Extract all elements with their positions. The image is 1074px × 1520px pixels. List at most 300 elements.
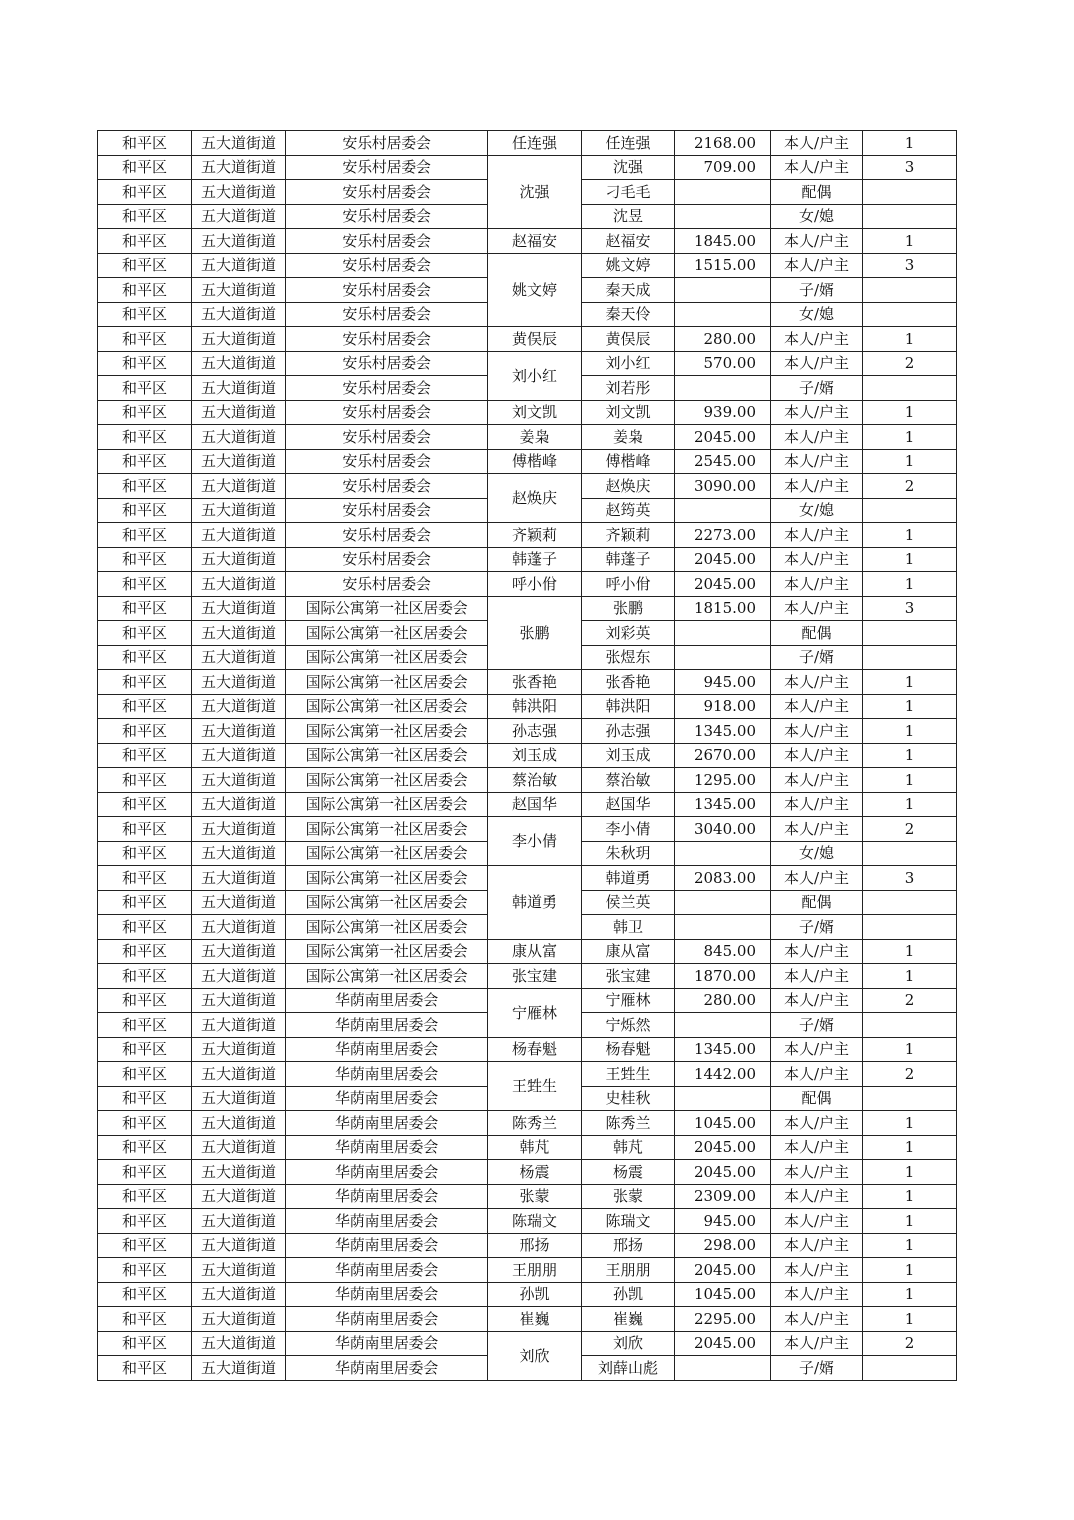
member-count-cell: 1 bbox=[863, 1233, 957, 1258]
member-name-cell: 韩卫 bbox=[582, 915, 675, 940]
member-count-cell bbox=[863, 1086, 957, 1111]
community-cell: 安乐村居委会 bbox=[286, 351, 488, 376]
relation-cell: 本人/户主 bbox=[771, 866, 863, 891]
relation-cell: 本人/户主 bbox=[771, 1331, 863, 1356]
relation-cell: 本人/户主 bbox=[771, 131, 863, 156]
amount-cell: 298.00 bbox=[675, 1233, 771, 1258]
community-cell: 安乐村居委会 bbox=[286, 449, 488, 474]
relation-cell: 女/媳 bbox=[771, 498, 863, 523]
household-head-cell: 刘玉成 bbox=[488, 743, 582, 768]
district-cell: 和平区 bbox=[98, 645, 192, 670]
member-name-cell: 赵福安 bbox=[582, 229, 675, 254]
table-row bbox=[98, 1282, 957, 1307]
amount-cell bbox=[675, 180, 771, 205]
community-cell: 国际公寓第一社区居委会 bbox=[286, 817, 488, 842]
member-count-cell: 1 bbox=[863, 327, 957, 352]
relation-cell: 女/媳 bbox=[771, 204, 863, 229]
member-name-cell: 齐颖莉 bbox=[582, 523, 675, 548]
household-head-cell: 姜枭 bbox=[488, 425, 582, 450]
relation-cell: 本人/户主 bbox=[771, 1037, 863, 1062]
amount-cell: 1845.00 bbox=[675, 229, 771, 254]
member-name-cell: 刘薛山彪 bbox=[582, 1356, 675, 1381]
street-cell: 五大道街道 bbox=[192, 596, 286, 621]
street-cell: 五大道街道 bbox=[192, 1111, 286, 1136]
relation-cell: 本人/户主 bbox=[771, 1233, 863, 1258]
street-cell: 五大道街道 bbox=[192, 939, 286, 964]
street-cell: 五大道街道 bbox=[192, 572, 286, 597]
table-row bbox=[98, 327, 957, 352]
table-row bbox=[98, 988, 957, 1013]
member-name-cell: 侯兰英 bbox=[582, 890, 675, 915]
street-cell: 五大道街道 bbox=[192, 1356, 286, 1381]
amount-cell bbox=[675, 915, 771, 940]
table-row bbox=[98, 670, 957, 695]
district-cell: 和平区 bbox=[98, 278, 192, 303]
amount-cell: 2045.00 bbox=[675, 1135, 771, 1160]
member-count-cell bbox=[863, 498, 957, 523]
member-count-cell: 1 bbox=[863, 523, 957, 548]
member-count-cell: 1 bbox=[863, 1282, 957, 1307]
community-cell: 安乐村居委会 bbox=[286, 523, 488, 548]
amount-cell: 2045.00 bbox=[675, 1258, 771, 1283]
household-head-cell: 赵焕庆 bbox=[488, 474, 582, 523]
household-head-cell: 王朋朋 bbox=[488, 1258, 582, 1283]
member-name-cell: 刁毛毛 bbox=[582, 180, 675, 205]
member-name-cell: 刘若彤 bbox=[582, 376, 675, 401]
household-head-cell: 崔巍 bbox=[488, 1307, 582, 1332]
amount-cell: 1295.00 bbox=[675, 768, 771, 793]
amount-cell bbox=[675, 302, 771, 327]
member-count-cell bbox=[863, 621, 957, 646]
household-head-cell: 傅楷峰 bbox=[488, 449, 582, 474]
member-name-cell: 陈瑞文 bbox=[582, 1209, 675, 1234]
community-cell: 安乐村居委会 bbox=[286, 425, 488, 450]
amount-cell bbox=[675, 204, 771, 229]
community-cell: 华荫南里居委会 bbox=[286, 1037, 488, 1062]
amount-cell: 2545.00 bbox=[675, 449, 771, 474]
community-cell: 华荫南里居委会 bbox=[286, 1111, 488, 1136]
district-cell: 和平区 bbox=[98, 694, 192, 719]
table-row bbox=[98, 449, 957, 474]
district-cell: 和平区 bbox=[98, 155, 192, 180]
district-cell: 和平区 bbox=[98, 523, 192, 548]
district-cell: 和平区 bbox=[98, 988, 192, 1013]
street-cell: 五大道街道 bbox=[192, 278, 286, 303]
member-count-cell: 1 bbox=[863, 743, 957, 768]
community-cell: 国际公寓第一社区居委会 bbox=[286, 645, 488, 670]
district-cell: 和平区 bbox=[98, 572, 192, 597]
table-row bbox=[98, 1258, 957, 1283]
member-count-cell bbox=[863, 841, 957, 866]
member-name-cell: 崔巍 bbox=[582, 1307, 675, 1332]
street-cell: 五大道街道 bbox=[192, 351, 286, 376]
amount-cell: 709.00 bbox=[675, 155, 771, 180]
relation-cell: 本人/户主 bbox=[771, 792, 863, 817]
district-cell: 和平区 bbox=[98, 1307, 192, 1332]
amount-cell bbox=[675, 376, 771, 401]
relation-cell: 本人/户主 bbox=[771, 670, 863, 695]
member-count-cell: 1 bbox=[863, 400, 957, 425]
community-cell: 安乐村居委会 bbox=[286, 229, 488, 254]
street-cell: 五大道街道 bbox=[192, 1160, 286, 1185]
district-cell: 和平区 bbox=[98, 131, 192, 156]
street-cell: 五大道街道 bbox=[192, 1282, 286, 1307]
table-row bbox=[98, 155, 957, 180]
table-row bbox=[98, 964, 957, 989]
relation-cell: 本人/户主 bbox=[771, 1209, 863, 1234]
amount-cell: 1345.00 bbox=[675, 1037, 771, 1062]
member-count-cell bbox=[863, 915, 957, 940]
relation-cell: 本人/户主 bbox=[771, 768, 863, 793]
amount-cell bbox=[675, 498, 771, 523]
table-row bbox=[98, 474, 957, 499]
table-row bbox=[98, 768, 957, 793]
household-head-cell: 张鹏 bbox=[488, 596, 582, 670]
community-cell: 安乐村居委会 bbox=[286, 572, 488, 597]
relation-cell: 本人/户主 bbox=[771, 1282, 863, 1307]
community-cell: 国际公寓第一社区居委会 bbox=[286, 841, 488, 866]
member-count-cell: 2 bbox=[863, 1062, 957, 1087]
household-head-cell: 呼小佾 bbox=[488, 572, 582, 597]
member-count-cell: 1 bbox=[863, 1160, 957, 1185]
street-cell: 五大道街道 bbox=[192, 253, 286, 278]
amount-cell: 2045.00 bbox=[675, 572, 771, 597]
street-cell: 五大道街道 bbox=[192, 1209, 286, 1234]
member-name-cell: 杨春魁 bbox=[582, 1037, 675, 1062]
table-row bbox=[98, 229, 957, 254]
household-head-cell: 赵福安 bbox=[488, 229, 582, 254]
member-count-cell: 1 bbox=[863, 964, 957, 989]
table-row bbox=[98, 1037, 957, 1062]
street-cell: 五大道街道 bbox=[192, 155, 286, 180]
table-row bbox=[98, 1135, 957, 1160]
member-name-cell: 杨震 bbox=[582, 1160, 675, 1185]
member-count-cell: 3 bbox=[863, 866, 957, 891]
amount-cell: 2309.00 bbox=[675, 1184, 771, 1209]
relation-cell: 本人/户主 bbox=[771, 1184, 863, 1209]
relation-cell: 本人/户主 bbox=[771, 743, 863, 768]
household-head-cell: 康从富 bbox=[488, 939, 582, 964]
community-cell: 安乐村居委会 bbox=[286, 155, 488, 180]
street-cell: 五大道街道 bbox=[192, 1307, 286, 1332]
household-head-cell: 陈瑞文 bbox=[488, 1209, 582, 1234]
table-row bbox=[98, 792, 957, 817]
amount-cell: 845.00 bbox=[675, 939, 771, 964]
community-cell: 国际公寓第一社区居委会 bbox=[286, 792, 488, 817]
community-cell: 安乐村居委会 bbox=[286, 278, 488, 303]
member-name-cell: 李小倩 bbox=[582, 817, 675, 842]
community-cell: 国际公寓第一社区居委会 bbox=[286, 596, 488, 621]
street-cell: 五大道街道 bbox=[192, 1062, 286, 1087]
household-head-cell: 任连强 bbox=[488, 131, 582, 156]
street-cell: 五大道街道 bbox=[192, 988, 286, 1013]
street-cell: 五大道街道 bbox=[192, 1233, 286, 1258]
amount-cell bbox=[675, 890, 771, 915]
community-cell: 华荫南里居委会 bbox=[286, 1160, 488, 1185]
member-count-cell bbox=[863, 376, 957, 401]
amount-cell bbox=[675, 621, 771, 646]
street-cell: 五大道街道 bbox=[192, 964, 286, 989]
household-head-cell: 韩洪阳 bbox=[488, 694, 582, 719]
member-count-cell: 1 bbox=[863, 547, 957, 572]
community-cell: 国际公寓第一社区居委会 bbox=[286, 621, 488, 646]
street-cell: 五大道街道 bbox=[192, 523, 286, 548]
amount-cell: 945.00 bbox=[675, 1209, 771, 1234]
table-row bbox=[98, 1209, 957, 1234]
district-cell: 和平区 bbox=[98, 498, 192, 523]
district-cell: 和平区 bbox=[98, 1160, 192, 1185]
table-row bbox=[98, 1233, 957, 1258]
community-cell: 国际公寓第一社区居委会 bbox=[286, 694, 488, 719]
amount-cell: 3090.00 bbox=[675, 474, 771, 499]
household-head-cell: 沈强 bbox=[488, 155, 582, 229]
amount-cell: 1345.00 bbox=[675, 719, 771, 744]
amount-cell: 945.00 bbox=[675, 670, 771, 695]
amount-cell: 1515.00 bbox=[675, 253, 771, 278]
table-row bbox=[98, 596, 957, 621]
amount-cell: 1045.00 bbox=[675, 1282, 771, 1307]
relation-cell: 子/婿 bbox=[771, 1013, 863, 1038]
member-count-cell: 1 bbox=[863, 1258, 957, 1283]
amount-cell: 939.00 bbox=[675, 400, 771, 425]
member-name-cell: 沈强 bbox=[582, 155, 675, 180]
amount-cell bbox=[675, 1356, 771, 1381]
community-cell: 国际公寓第一社区居委会 bbox=[286, 670, 488, 695]
household-head-cell: 张蒙 bbox=[488, 1184, 582, 1209]
street-cell: 五大道街道 bbox=[192, 1184, 286, 1209]
table-row bbox=[98, 939, 957, 964]
member-name-cell: 韩蓬子 bbox=[582, 547, 675, 572]
table-row bbox=[98, 572, 957, 597]
amount-cell: 918.00 bbox=[675, 694, 771, 719]
amount-cell bbox=[675, 278, 771, 303]
member-count-cell: 1 bbox=[863, 719, 957, 744]
table-row bbox=[98, 1160, 957, 1185]
community-cell: 安乐村居委会 bbox=[286, 400, 488, 425]
member-count-cell: 1 bbox=[863, 939, 957, 964]
relation-cell: 配偶 bbox=[771, 180, 863, 205]
district-cell: 和平区 bbox=[98, 1258, 192, 1283]
street-cell: 五大道街道 bbox=[192, 1331, 286, 1356]
amount-cell: 2295.00 bbox=[675, 1307, 771, 1332]
member-name-cell: 黄俣辰 bbox=[582, 327, 675, 352]
amount-cell: 2045.00 bbox=[675, 1160, 771, 1185]
community-cell: 华荫南里居委会 bbox=[286, 1013, 488, 1038]
amount-cell bbox=[675, 645, 771, 670]
member-name-cell: 任连强 bbox=[582, 131, 675, 156]
member-name-cell: 康从富 bbox=[582, 939, 675, 964]
district-cell: 和平区 bbox=[98, 621, 192, 646]
member-name-cell: 张宝建 bbox=[582, 964, 675, 989]
member-count-cell: 2 bbox=[863, 351, 957, 376]
household-table bbox=[97, 130, 957, 1381]
relation-cell: 子/婿 bbox=[771, 645, 863, 670]
member-count-cell: 1 bbox=[863, 792, 957, 817]
table-row bbox=[98, 743, 957, 768]
member-count-cell: 2 bbox=[863, 474, 957, 499]
table-row bbox=[98, 1331, 957, 1356]
street-cell: 五大道街道 bbox=[192, 1135, 286, 1160]
relation-cell: 本人/户主 bbox=[771, 988, 863, 1013]
relation-cell: 配偶 bbox=[771, 890, 863, 915]
street-cell: 五大道街道 bbox=[192, 229, 286, 254]
member-name-cell: 赵焕庆 bbox=[582, 474, 675, 499]
amount-cell: 1442.00 bbox=[675, 1062, 771, 1087]
district-cell: 和平区 bbox=[98, 1209, 192, 1234]
table-row bbox=[98, 400, 957, 425]
relation-cell: 本人/户主 bbox=[771, 425, 863, 450]
member-count-cell: 2 bbox=[863, 817, 957, 842]
member-count-cell: 1 bbox=[863, 131, 957, 156]
district-cell: 和平区 bbox=[98, 474, 192, 499]
district-cell: 和平区 bbox=[98, 400, 192, 425]
amount-cell: 2168.00 bbox=[675, 131, 771, 156]
relation-cell: 本人/户主 bbox=[771, 719, 863, 744]
member-name-cell: 刘彩英 bbox=[582, 621, 675, 646]
street-cell: 五大道街道 bbox=[192, 204, 286, 229]
community-cell: 华荫南里居委会 bbox=[286, 1307, 488, 1332]
member-name-cell: 宁烁然 bbox=[582, 1013, 675, 1038]
member-count-cell bbox=[863, 1013, 957, 1038]
amount-cell: 3040.00 bbox=[675, 817, 771, 842]
district-cell: 和平区 bbox=[98, 596, 192, 621]
community-cell: 国际公寓第一社区居委会 bbox=[286, 964, 488, 989]
street-cell: 五大道街道 bbox=[192, 621, 286, 646]
table-row bbox=[98, 1062, 957, 1087]
community-cell: 安乐村居委会 bbox=[286, 204, 488, 229]
amount-cell bbox=[675, 841, 771, 866]
member-count-cell: 3 bbox=[863, 155, 957, 180]
relation-cell: 本人/户主 bbox=[771, 964, 863, 989]
street-cell: 五大道街道 bbox=[192, 792, 286, 817]
household-head-cell: 宁雁林 bbox=[488, 988, 582, 1037]
amount-cell: 2083.00 bbox=[675, 866, 771, 891]
household-head-cell: 刘小红 bbox=[488, 351, 582, 400]
member-count-cell bbox=[863, 1356, 957, 1381]
street-cell: 五大道街道 bbox=[192, 180, 286, 205]
community-cell: 安乐村居委会 bbox=[286, 547, 488, 572]
member-count-cell: 2 bbox=[863, 988, 957, 1013]
street-cell: 五大道街道 bbox=[192, 327, 286, 352]
community-cell: 华荫南里居委会 bbox=[286, 1184, 488, 1209]
relation-cell: 本人/户主 bbox=[771, 155, 863, 180]
street-cell: 五大道街道 bbox=[192, 1258, 286, 1283]
street-cell: 五大道街道 bbox=[192, 376, 286, 401]
table-row bbox=[98, 694, 957, 719]
amount-cell: 2045.00 bbox=[675, 425, 771, 450]
member-count-cell: 1 bbox=[863, 1209, 957, 1234]
relation-cell: 本人/户主 bbox=[771, 596, 863, 621]
member-name-cell: 刘玉成 bbox=[582, 743, 675, 768]
district-cell: 和平区 bbox=[98, 1356, 192, 1381]
district-cell: 和平区 bbox=[98, 229, 192, 254]
district-cell: 和平区 bbox=[98, 890, 192, 915]
relation-cell: 本人/户主 bbox=[771, 694, 863, 719]
community-cell: 安乐村居委会 bbox=[286, 253, 488, 278]
household-head-cell: 刘欣 bbox=[488, 1331, 582, 1380]
district-cell: 和平区 bbox=[98, 253, 192, 278]
district-cell: 和平区 bbox=[98, 1135, 192, 1160]
table-row bbox=[98, 1111, 957, 1136]
household-head-cell: 黄俣辰 bbox=[488, 327, 582, 352]
table-row bbox=[98, 131, 957, 156]
district-cell: 和平区 bbox=[98, 204, 192, 229]
member-name-cell: 宁雁林 bbox=[582, 988, 675, 1013]
district-cell: 和平区 bbox=[98, 425, 192, 450]
member-count-cell bbox=[863, 302, 957, 327]
member-name-cell: 王朋朋 bbox=[582, 1258, 675, 1283]
relation-cell: 本人/户主 bbox=[771, 474, 863, 499]
member-count-cell: 3 bbox=[863, 253, 957, 278]
member-name-cell: 傅楷峰 bbox=[582, 449, 675, 474]
table-row bbox=[98, 523, 957, 548]
member-name-cell: 韩洪阳 bbox=[582, 694, 675, 719]
district-cell: 和平区 bbox=[98, 817, 192, 842]
community-cell: 安乐村居委会 bbox=[286, 474, 488, 499]
member-name-cell: 朱秋玥 bbox=[582, 841, 675, 866]
street-cell: 五大道街道 bbox=[192, 425, 286, 450]
relation-cell: 本人/户主 bbox=[771, 400, 863, 425]
street-cell: 五大道街道 bbox=[192, 1013, 286, 1038]
relation-cell: 子/婿 bbox=[771, 278, 863, 303]
member-count-cell: 1 bbox=[863, 425, 957, 450]
community-cell: 华荫南里居委会 bbox=[286, 1135, 488, 1160]
relation-cell: 子/婿 bbox=[771, 915, 863, 940]
community-cell: 安乐村居委会 bbox=[286, 376, 488, 401]
relation-cell: 本人/户主 bbox=[771, 523, 863, 548]
member-count-cell: 2 bbox=[863, 1331, 957, 1356]
relation-cell: 本人/户主 bbox=[771, 1307, 863, 1332]
relation-cell: 本人/户主 bbox=[771, 817, 863, 842]
member-name-cell: 蔡治敏 bbox=[582, 768, 675, 793]
district-cell: 和平区 bbox=[98, 719, 192, 744]
member-name-cell: 赵国华 bbox=[582, 792, 675, 817]
amount-cell: 570.00 bbox=[675, 351, 771, 376]
district-cell: 和平区 bbox=[98, 915, 192, 940]
district-cell: 和平区 bbox=[98, 449, 192, 474]
member-name-cell: 韩芃 bbox=[582, 1135, 675, 1160]
amount-cell bbox=[675, 1013, 771, 1038]
amount-cell bbox=[675, 1086, 771, 1111]
relation-cell: 本人/户主 bbox=[771, 1160, 863, 1185]
member-count-cell bbox=[863, 645, 957, 670]
relation-cell: 女/媳 bbox=[771, 841, 863, 866]
member-name-cell: 张煜东 bbox=[582, 645, 675, 670]
relation-cell: 本人/户主 bbox=[771, 1135, 863, 1160]
member-name-cell: 孙凯 bbox=[582, 1282, 675, 1307]
amount-cell: 2045.00 bbox=[675, 1331, 771, 1356]
community-cell: 国际公寓第一社区居委会 bbox=[286, 866, 488, 891]
member-name-cell: 姚文婷 bbox=[582, 253, 675, 278]
street-cell: 五大道街道 bbox=[192, 915, 286, 940]
household-head-cell: 赵国华 bbox=[488, 792, 582, 817]
district-cell: 和平区 bbox=[98, 964, 192, 989]
household-head-cell: 张宝建 bbox=[488, 964, 582, 989]
household-head-cell: 孙志强 bbox=[488, 719, 582, 744]
member-count-cell: 1 bbox=[863, 449, 957, 474]
district-cell: 和平区 bbox=[98, 1184, 192, 1209]
amount-cell: 2670.00 bbox=[675, 743, 771, 768]
street-cell: 五大道街道 bbox=[192, 131, 286, 156]
street-cell: 五大道街道 bbox=[192, 302, 286, 327]
district-cell: 和平区 bbox=[98, 768, 192, 793]
community-cell: 国际公寓第一社区居委会 bbox=[286, 743, 488, 768]
street-cell: 五大道街道 bbox=[192, 694, 286, 719]
community-cell: 安乐村居委会 bbox=[286, 327, 488, 352]
district-cell: 和平区 bbox=[98, 1331, 192, 1356]
table-row bbox=[98, 253, 957, 278]
street-cell: 五大道街道 bbox=[192, 645, 286, 670]
